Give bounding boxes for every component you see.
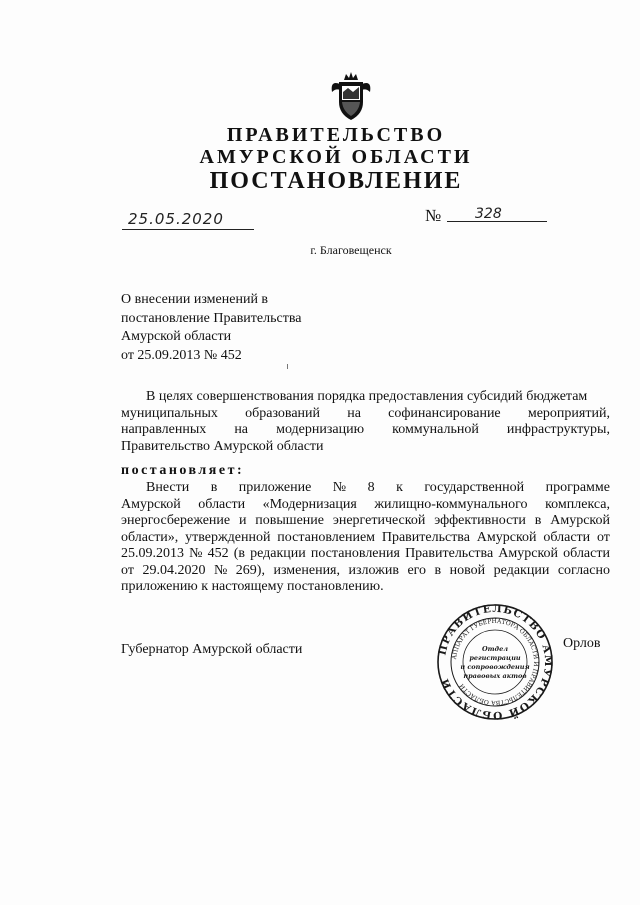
word: на: [234, 422, 249, 437]
word: «Модернизация: [262, 496, 357, 512]
word: в: [434, 562, 442, 578]
word: 8: [367, 480, 375, 495]
subject-line: от 25.09.2013 № 452: [121, 347, 242, 363]
resolution-block: [121, 480, 610, 596]
word: №: [332, 480, 347, 495]
word: новой: [449, 562, 486, 578]
signatory-name: Орлов: [563, 636, 601, 651]
word: энергосбережение: [121, 513, 231, 528]
number-underline: [447, 221, 547, 222]
stamp-center-line: и сопровождения: [460, 663, 530, 671]
word: области»,: [121, 529, 179, 545]
word: модернизацию: [276, 422, 365, 437]
number-label: №: [425, 206, 442, 225]
region-title: АМУРСКОЙ ОБЛАСТИ: [199, 146, 473, 168]
word: (в: [233, 546, 245, 561]
word: области: [563, 546, 610, 561]
subject-block: [121, 291, 301, 365]
stamp-center-line: регистрации: [469, 654, 521, 662]
word: его: [407, 562, 427, 578]
word: изложив: [348, 562, 399, 578]
word: на: [347, 405, 361, 421]
preamble-block: [121, 389, 610, 455]
word: №: [213, 562, 228, 578]
scan-mark: [287, 364, 288, 369]
word: области: [198, 496, 246, 512]
word: государственной: [424, 480, 525, 495]
resolution-line: приложению к настоящему постановлению.: [121, 579, 384, 594]
word: 452: [207, 546, 229, 561]
word: эффективности: [434, 513, 526, 528]
coat-of-arms-icon: [328, 70, 374, 122]
stamp-inner-text: АППАРАТ ГУБЕРНАТОРА ОБЛАСТИ И ПРАВИТЕЛЬСТВА ОБЛАСТИ: [451, 617, 540, 707]
subject-line: Амурской области: [121, 329, 232, 344]
word: редакции: [493, 562, 550, 578]
resolution-line: [121, 480, 610, 497]
resolution-line: [121, 513, 610, 530]
word: жилищно-коммунального: [374, 496, 528, 512]
word: в: [534, 513, 542, 528]
official-stamp-icon: [435, 602, 555, 722]
document-date: 25.05.2020: [128, 210, 224, 228]
word: в: [210, 480, 218, 495]
word: мероприятий,: [527, 405, 610, 421]
word: постановления: [310, 546, 400, 561]
word: приложение: [238, 480, 312, 495]
word: №: [189, 546, 203, 561]
word: муниципальных: [121, 405, 218, 421]
word: Правительства: [381, 529, 470, 545]
preamble-line: В целях совершенствования порядка предоставления субсидий бюджетам: [146, 389, 588, 404]
word: Амурской: [476, 529, 537, 545]
word: постановлением: [277, 529, 376, 545]
word: коммунальной: [392, 422, 479, 437]
word: энергетической: [332, 513, 426, 528]
word: 29.04.2020: [142, 562, 206, 578]
word: 269),: [235, 562, 265, 578]
word: и: [238, 513, 247, 528]
signatory-title: Губернатор Амурской области: [121, 642, 303, 657]
word: направленных: [121, 422, 207, 437]
word: редакции: [250, 546, 306, 561]
preamble-line: Правительство Амурской области: [121, 438, 324, 454]
word: к: [396, 480, 403, 495]
stamp-center-line: правовых актов: [463, 672, 527, 680]
word: 25.09.2013: [121, 546, 184, 561]
word: от: [596, 529, 610, 545]
preamble-line: [121, 406, 610, 423]
date-underline: [122, 229, 254, 230]
stamp-center-line: Отдел: [482, 645, 508, 653]
word: Правительства: [405, 546, 494, 561]
city: г. Благовещенск: [310, 243, 392, 257]
word: повышение: [255, 513, 324, 528]
word: софинансирование: [388, 405, 501, 421]
word: комплекса,: [545, 496, 610, 512]
word: образований: [245, 405, 321, 421]
government-title: ПРАВИТЕЛЬСТВО: [226, 124, 446, 146]
word: Амурской: [121, 496, 181, 512]
resolution-line: [121, 530, 610, 547]
word: Внести: [146, 480, 190, 495]
document-type: ПОСТАНОВЛЕНИЕ: [209, 168, 463, 194]
resolution-line: [121, 497, 610, 514]
word: изменения,: [273, 562, 340, 578]
resolves-word: постановляет:: [121, 463, 245, 478]
word: от: [121, 562, 134, 578]
word: согласно: [557, 562, 610, 578]
word: программе: [545, 480, 610, 495]
word: инфраструктуры,: [506, 422, 610, 437]
word: Амурской: [550, 513, 610, 528]
document-number: 328: [475, 206, 502, 222]
word: Амурской: [498, 546, 559, 561]
preamble-line: [121, 422, 610, 439]
subject-line: О внесении изменений в: [121, 292, 269, 307]
word: области: [543, 529, 591, 545]
stamp-outer-text: ПРАВИТЕЛЬСТВО АМУРСКОЙ ОБЛАСТИ: [436, 602, 555, 722]
word: утвержденной: [185, 529, 271, 545]
subject-line: постановление Правительства: [121, 310, 302, 326]
resolution-line: [121, 563, 610, 580]
resolution-line: [121, 546, 610, 563]
